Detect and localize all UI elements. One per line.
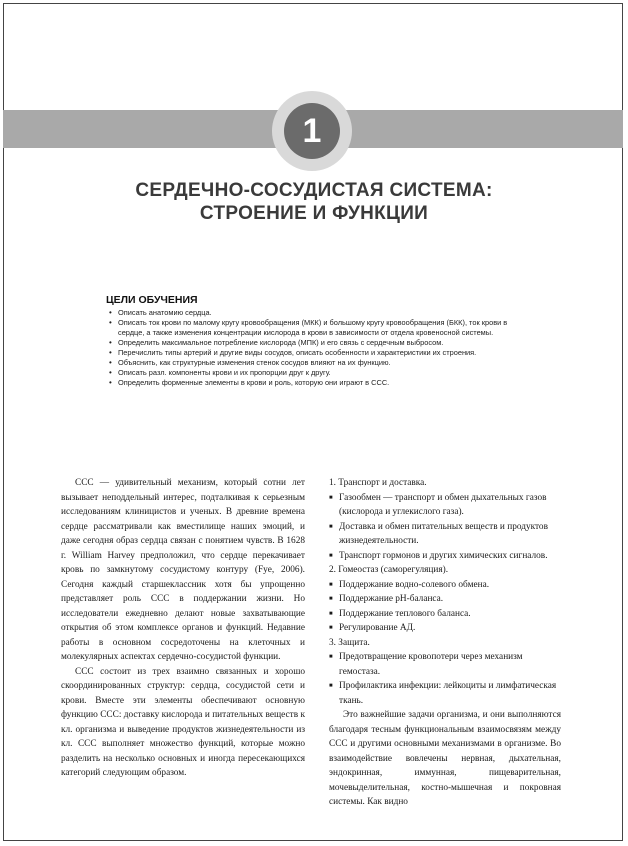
list-item: • Определить форменные элементы в крови и роль, которую они играют в ССС.: [118, 378, 524, 388]
list-item: ■ Поддержание теплового баланса.: [329, 607, 561, 622]
list-item: • Объяснить, как структурные изменения стенок сосудов влияют на их функцию.: [118, 358, 524, 368]
chapter-number: 1: [284, 103, 340, 159]
list-item: ■ Регулирование АД.: [329, 621, 561, 636]
learning-goals: [106, 294, 524, 388]
list-item: ■ Предотвращение кровопотери через механизм гемостаза.: [329, 650, 561, 679]
paragraph: ССС состоит из трех взаимно связанных и хорошо скоординированных структур: сердца, сосудистой сети и крови. Вместе эти элементы обеспечивают основную функцию ССС: доставку кислорода и питательных веществ к кл. организма и выведение продуктов жизнедеятельности из кл. ССС выполняет множество функций, которые можно разделить на несколько основных и иногда пересекающихся категорий следующим образом.: [61, 666, 305, 778]
list-item: 2. Гомеостаз (саморегуляция).: [329, 565, 449, 575]
paragraph: Это важнейшие задачи организма, и они выполняются благодаря тесным функциональным взаимосвязям между ССС и другими основными механизмами в организме. Во взаимодействие вовлечены нервная, дыхательная, эндокринная, иммунная, пищеварительная, мочевыделительная, костно-мышечная и покровная системы. Как видно: [329, 710, 561, 807]
chapter-title-line2: СТРОЕНИЕ И ФУНКЦИИ: [199, 203, 429, 224]
chapter-title-line1: СЕРДЕЧНО-СОСУДИСТАЯ СИСТЕМА:: [135, 180, 493, 201]
list-item: ■ Транспорт гормонов и других химических сигналов.: [329, 549, 561, 564]
list-item: • Описать ток крови по малому кругу кровообращения (МКК) и большому кругу кровообращения (БКК), ток крови в сердце, а также изменения концентрации кислорода в крови в зависимости от отдела кровеносной системы.: [118, 318, 524, 338]
list-item: ■ Профилактика инфекции: лейкоциты и лимфатическая ткань.: [329, 679, 561, 708]
list-item: • Определить максимальное потребление кислорода (МПК) и его связь с сердечным выбросом.: [118, 338, 524, 348]
list-item: • Описать анатомию сердца.: [118, 308, 524, 318]
paragraph: ССС — удивительный механизм, который сотни лет вызывает неподдельный интерес, подталкивая к серьезным исследованиям клиницистов и ученых. В древние времена сердце рассматривали как вместилище наших эмоций, и даже сегодня образ сердца связан с понятием чувств. В 1628 г. William Harvey предположил, что сердце перекачивает кровь по замкнутому сосудистому контуру (Fye, 2006). Сегодня каждый старшеклассник хотя бы упрощенно представляет роль ССС в поддержании жизни. Но исследователи ежедневно делают новые захватывающие открытия об этом комплексе органов и функций. Недавние работы в основном сосредоточены на клеточных и молекулярных аспектах сердечно-сосудистой функции.: [61, 478, 305, 662]
right-column: [329, 476, 561, 810]
list-item: ■ Поддержание pH-баланса.: [329, 592, 561, 607]
goals-heading: ЦЕЛИ ОБУЧЕНИЯ: [106, 294, 198, 306]
list-item: ■ Газообмен — транспорт и обмен дыхательных газов (кислорода и углекислого газа).: [329, 491, 561, 520]
left-column: [61, 476, 305, 781]
list-item: ■ Поддержание водно-солевого обмена.: [329, 578, 561, 593]
list-item: ■ Доставка и обмен питательных веществ и продуктов жизнедеятельности.: [329, 520, 561, 549]
goals-list: [106, 308, 524, 388]
list-item: 1. Транспорт и доставка.: [329, 478, 427, 488]
list-item: 3. Защита.: [329, 637, 370, 648]
list-item: • Перечислить типы артерий и другие виды сосудов, описать особенности и характеристики их строения.: [118, 348, 524, 358]
list-item: • Описать разл. компоненты крови и их пропорции друг к другу.: [118, 368, 524, 378]
